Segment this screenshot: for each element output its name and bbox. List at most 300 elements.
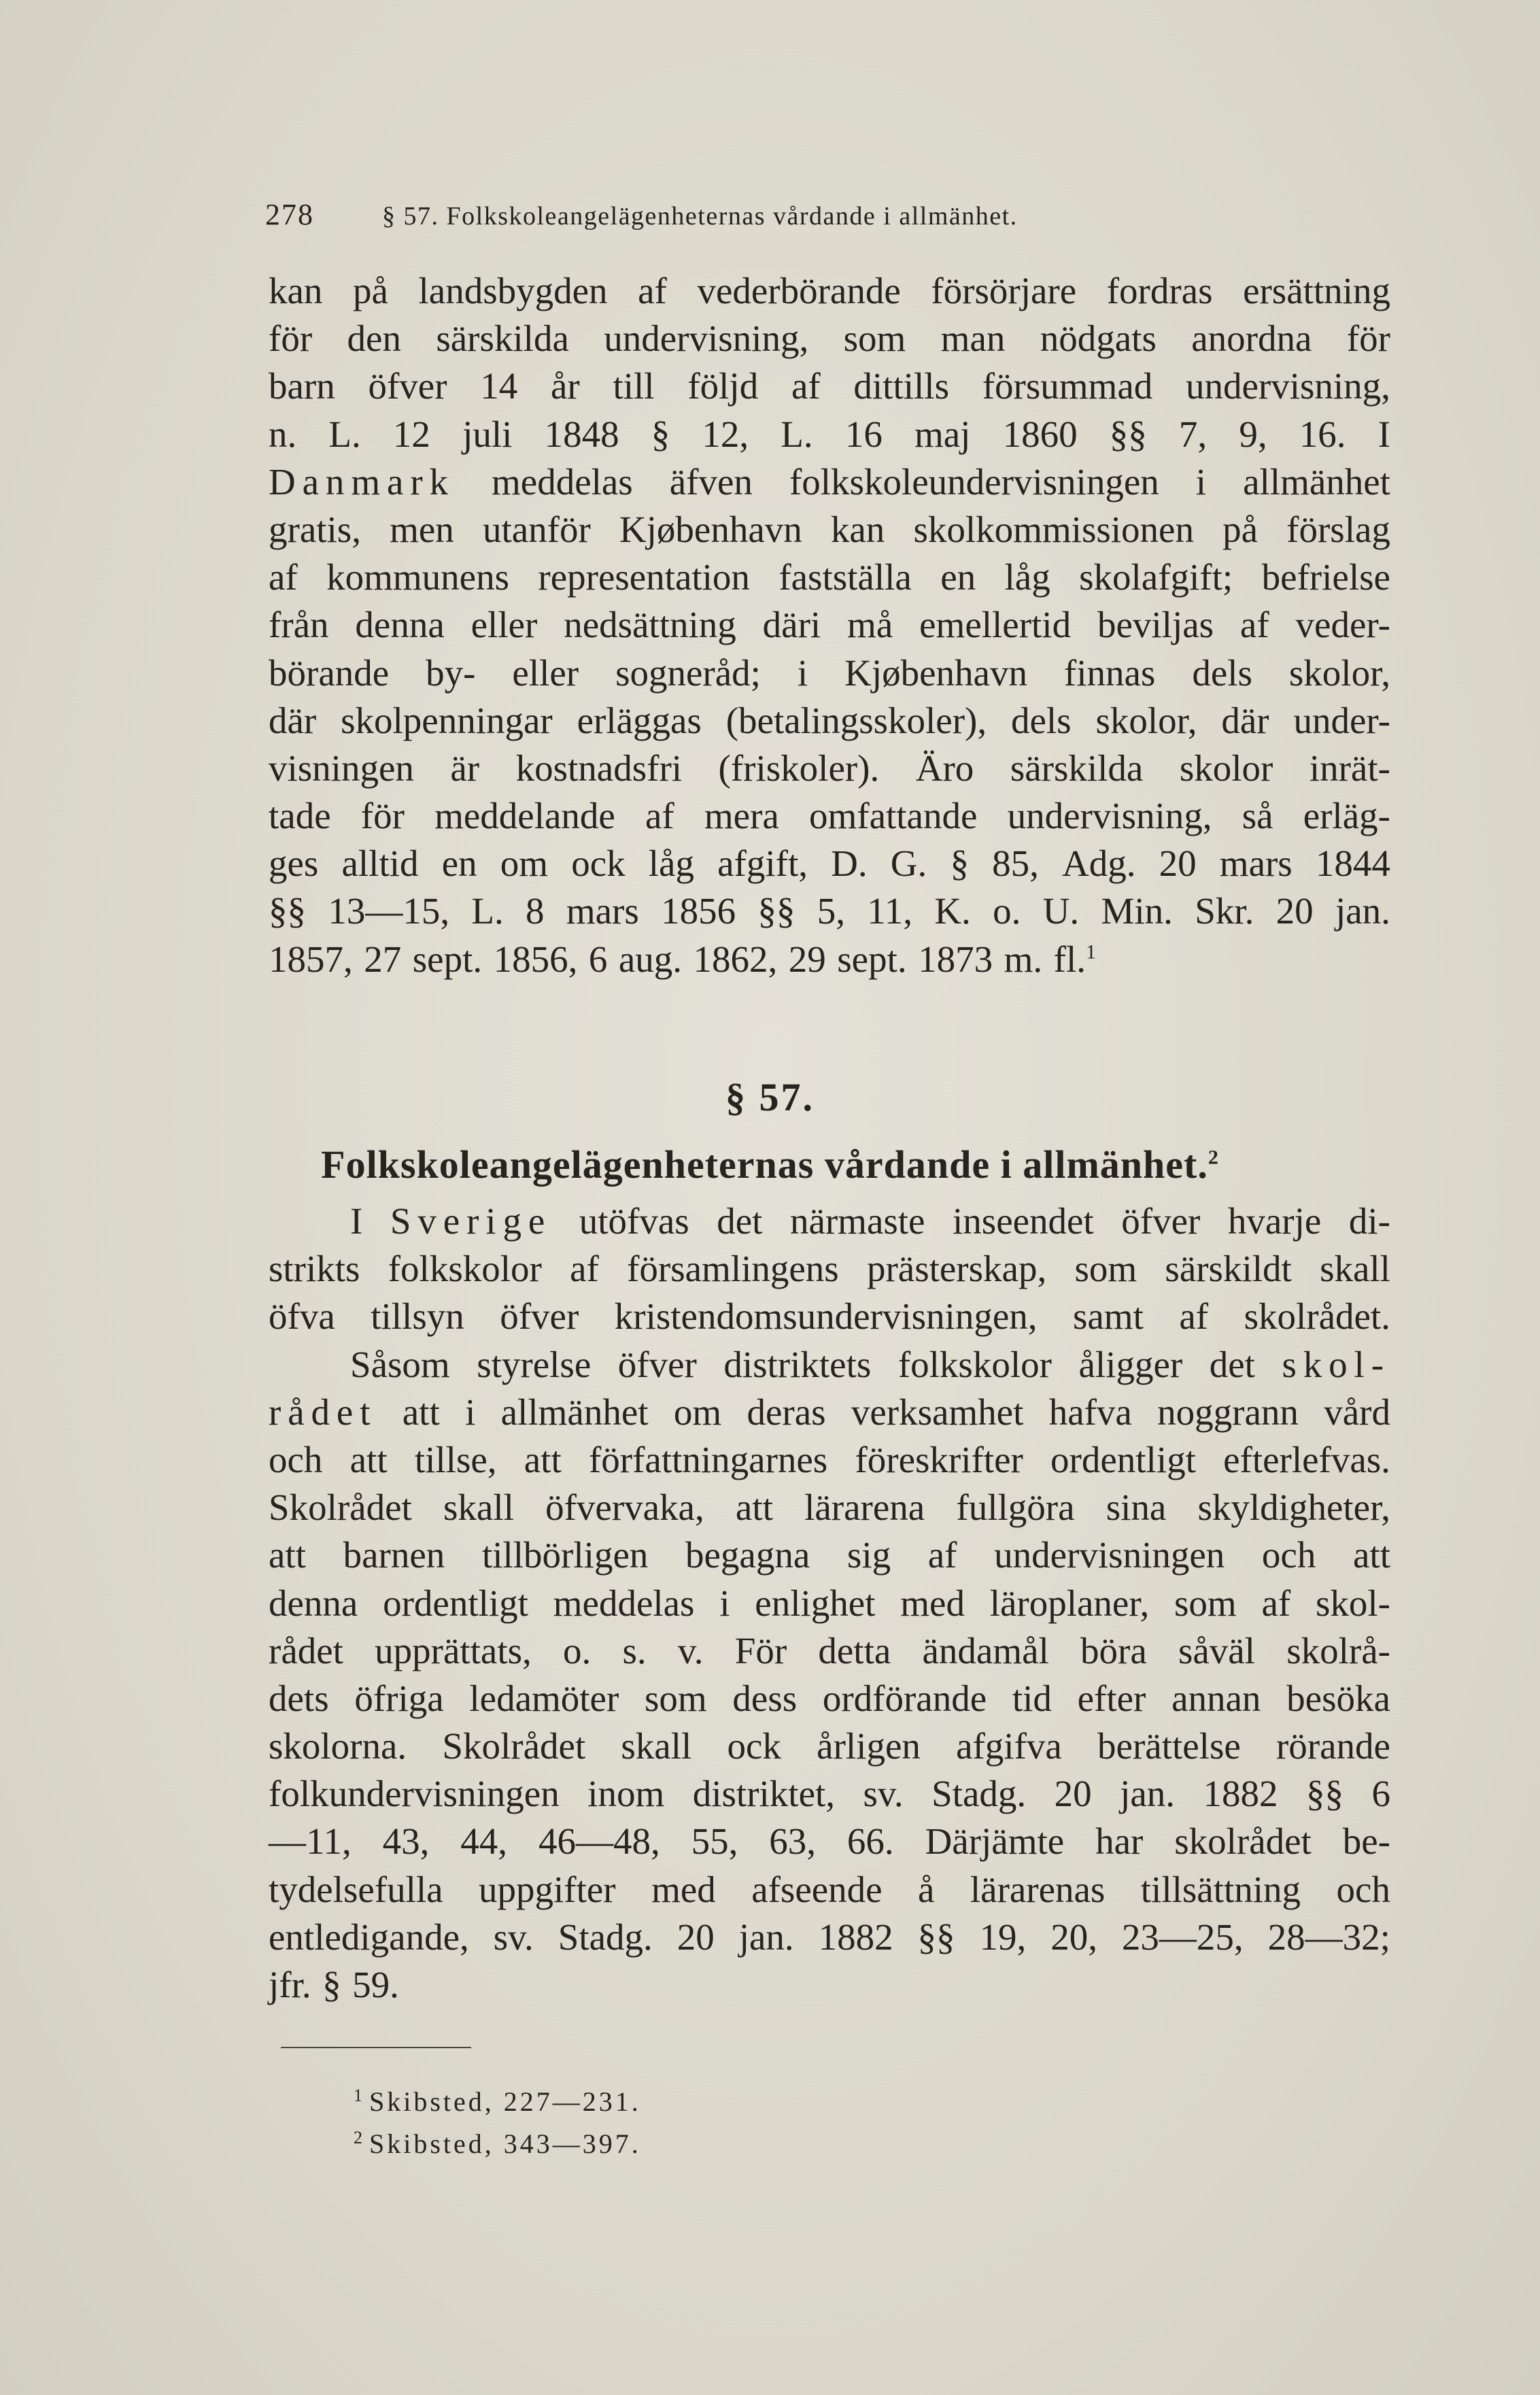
word: såväl: [1178, 1629, 1255, 1671]
word: n.: [269, 413, 297, 455]
running-title: § 57. Folkskoleangelägenheternas vårdande i allmänhet.: [382, 202, 1018, 231]
word: nödgats: [1040, 318, 1157, 360]
word: om: [500, 843, 549, 885]
word: och: [1336, 1868, 1390, 1910]
word: enlighet: [755, 1582, 876, 1624]
word: I: [350, 1200, 363, 1242]
paragraph-danmark: [269, 267, 1390, 983]
word: jfr.: [269, 1964, 311, 2005]
word: tillsättning: [1140, 1868, 1301, 1910]
word: denna: [355, 604, 445, 646]
word: eller: [470, 604, 538, 646]
word: 20: [1054, 1773, 1092, 1815]
word: om: [673, 1391, 722, 1433]
footnote-ref: 2: [1208, 1146, 1219, 1169]
word: (betalingsskoler),: [725, 699, 987, 741]
word: ges: [269, 843, 319, 885]
word: nedsättning: [564, 604, 736, 646]
word: låg: [648, 843, 694, 885]
word: erläggas: [577, 699, 702, 741]
text-line: [269, 458, 1390, 506]
word: 29: [788, 938, 826, 980]
word: Såsom: [350, 1343, 450, 1385]
text-line: [269, 1866, 1390, 1914]
word: prästerskap,: [866, 1248, 1047, 1290]
word: skolor,: [1095, 699, 1197, 741]
word: att: [402, 1391, 440, 1433]
word: tillsyn: [371, 1295, 464, 1338]
section-title-text: Folkskoleangelägenheternas vårdande i allmänhet.: [321, 1142, 1208, 1187]
word: som: [1174, 1582, 1237, 1624]
word: G.: [890, 843, 927, 885]
word: 23—25,: [1121, 1916, 1244, 1958]
word: har: [1095, 1820, 1144, 1863]
word: di-: [1348, 1200, 1390, 1242]
word: efterlefvas.: [1223, 1438, 1390, 1480]
word: tillbörligen: [481, 1534, 649, 1576]
word: ordförande: [822, 1677, 987, 1719]
word: fullgöra: [956, 1487, 1075, 1529]
text-line: [269, 267, 1390, 315]
word: skolor,: [1288, 651, 1390, 694]
word: skall: [443, 1487, 514, 1529]
word: 11,: [867, 890, 912, 932]
word: med: [900, 1582, 965, 1624]
word: entledigande,: [269, 1916, 469, 1958]
word: distriktets: [723, 1343, 872, 1385]
word: af: [1261, 1582, 1291, 1624]
word: af: [1239, 604, 1269, 646]
word: ersättning: [1243, 270, 1390, 311]
text-line: [269, 792, 1390, 840]
footnote-mark: 2: [354, 2127, 362, 2147]
word: 1848: [544, 413, 619, 455]
text-line: [269, 1961, 1390, 2009]
word: (friskoler).: [718, 747, 880, 789]
word: närmaste: [789, 1200, 925, 1242]
text-line: [269, 1675, 1390, 1722]
word: v.: [677, 1629, 704, 1671]
text-line: [269, 1627, 1390, 1675]
word: verksamhet: [851, 1391, 1024, 1433]
word: efter: [1077, 1677, 1146, 1719]
word: öfver: [617, 1343, 697, 1385]
word: skolorna.: [269, 1725, 407, 1767]
text-line: [269, 1914, 1390, 1961]
word: af: [645, 795, 674, 837]
word: 66.: [846, 1820, 894, 1863]
word: öfver: [368, 365, 447, 407]
word: ock: [727, 1725, 781, 1767]
word: afgift,: [717, 843, 808, 885]
word: §§: [1109, 413, 1147, 455]
word: alltid: [341, 843, 419, 885]
word: §§: [757, 890, 795, 932]
word: §: [651, 413, 670, 455]
word: 59.: [352, 1964, 399, 2005]
word: på: [1222, 508, 1259, 550]
word: läroplaner,: [989, 1582, 1150, 1624]
word: eller: [512, 651, 579, 694]
word: 8: [526, 890, 545, 932]
word: hvarje: [1227, 1200, 1322, 1242]
word: sept.: [412, 938, 483, 980]
word: sina: [1106, 1487, 1167, 1529]
word: detta: [818, 1629, 891, 1671]
word: den: [347, 318, 401, 360]
text-line: [269, 1341, 1390, 1389]
word: låg: [1004, 556, 1050, 598]
word: annan: [1171, 1677, 1261, 1719]
word: erläg-: [1303, 795, 1390, 837]
word: rörande: [1276, 1725, 1390, 1767]
text-line: [269, 1722, 1390, 1770]
word: skolrå-: [1286, 1629, 1390, 1671]
word: särskildt: [1165, 1248, 1292, 1290]
word: styrelse: [477, 1343, 592, 1385]
word: befrielse: [1261, 556, 1390, 598]
word: deras: [747, 1391, 826, 1433]
text-line: [269, 1389, 1390, 1436]
word: sv.: [863, 1773, 904, 1815]
word: beviljas: [1097, 604, 1214, 646]
word: så: [1242, 795, 1273, 837]
word: Skolrådet: [269, 1487, 412, 1529]
word: föreskrifter: [855, 1438, 1023, 1480]
word: Kjøbenhavn: [844, 651, 1027, 694]
word: L.: [328, 413, 361, 455]
word: för: [269, 318, 313, 360]
word: i: [797, 651, 808, 694]
word: noggrann: [1157, 1391, 1299, 1433]
text-line: [269, 1580, 1390, 1627]
word: rådet: [269, 1629, 343, 1671]
text-line: [269, 1198, 1390, 1245]
word: särskilda: [436, 318, 569, 360]
word: s.: [622, 1629, 647, 1671]
word: 43,: [382, 1820, 430, 1863]
word: dels: [1010, 699, 1072, 741]
footnotes: [354, 2081, 641, 2165]
footnote-1: [354, 2081, 641, 2123]
word: dittills: [853, 365, 949, 407]
word: Äro: [915, 747, 974, 789]
word: 28—32;: [1267, 1916, 1390, 1958]
word: representation: [538, 556, 750, 598]
word: 55,: [691, 1820, 738, 1863]
word: där: [269, 699, 317, 741]
word: sept.: [837, 938, 907, 980]
word: för: [360, 795, 405, 837]
word: omfattande: [808, 795, 978, 837]
word: denna: [269, 1582, 358, 1624]
word: skol-: [1282, 1343, 1390, 1385]
word: Adg.: [1062, 843, 1136, 885]
section-title: [0, 1138, 1540, 1192]
word: att: [524, 1438, 562, 1480]
word: §: [322, 1964, 341, 2005]
word: maj: [914, 413, 971, 455]
word: För: [734, 1629, 787, 1671]
word: meddelas: [553, 1582, 695, 1624]
text-line: [269, 1770, 1390, 1818]
word: med: [651, 1868, 716, 1910]
word: Sverige: [390, 1200, 552, 1242]
word: Skolrådet: [442, 1725, 586, 1767]
word: församlingens: [627, 1248, 839, 1290]
word: 20,: [1050, 1916, 1097, 1958]
word: undervisning,: [1007, 795, 1212, 837]
word: en: [940, 556, 976, 598]
text-line: [269, 315, 1390, 362]
word: 12: [392, 413, 430, 455]
word: 1857,: [269, 938, 353, 980]
word: skolrådet.: [1244, 1295, 1390, 1338]
word: veder-: [1295, 604, 1390, 646]
word: skol-: [1315, 1582, 1390, 1624]
word: D.: [831, 843, 868, 885]
word: af: [269, 556, 298, 598]
word: under-: [1293, 699, 1390, 741]
word: begagna: [685, 1534, 810, 1576]
word: o.: [993, 890, 1021, 932]
word: 9,: [1239, 413, 1267, 455]
word: i: [719, 1582, 730, 1624]
text-line: [269, 1293, 1390, 1340]
word: I: [1378, 413, 1390, 455]
word: mars: [1219, 843, 1293, 885]
word: 19,: [979, 1916, 1027, 1958]
word: undervisningen: [994, 1534, 1225, 1576]
word: folkskolor: [388, 1248, 542, 1290]
page-number: 278: [265, 198, 314, 231]
word: meddelande: [434, 795, 615, 837]
word: inseendet: [953, 1200, 1094, 1242]
word: 1882: [1203, 1773, 1278, 1815]
word: 16: [844, 413, 883, 455]
text-line: [269, 1818, 1390, 1865]
word: skolrådet: [1174, 1820, 1312, 1863]
word: gratis,: [269, 508, 361, 550]
word: är: [450, 747, 480, 789]
word: sig: [846, 1534, 891, 1576]
word: 1882: [818, 1916, 893, 1958]
word: landsbygden: [418, 270, 608, 311]
word: ledamöter: [469, 1677, 619, 1719]
word: Kjøbenhavn: [619, 508, 802, 550]
word: men: [390, 508, 454, 550]
word: tydelsefulla: [269, 1868, 443, 1910]
word: äfven: [669, 460, 753, 503]
word: att: [349, 1438, 388, 1480]
word: en: [441, 843, 477, 885]
word: 5,: [817, 890, 845, 932]
word: 46—48,: [538, 1820, 660, 1863]
text-line: [269, 1245, 1390, 1293]
paragraph-lines: [269, 1436, 1390, 1961]
word: och: [269, 1438, 323, 1480]
word: skall: [1320, 1248, 1390, 1290]
word: där: [1221, 699, 1269, 741]
word: må: [847, 604, 893, 646]
word: öfver: [500, 1295, 579, 1338]
word: från: [269, 604, 329, 646]
word: kan: [830, 508, 885, 550]
word: tillse,: [414, 1438, 497, 1480]
word: tid: [1012, 1677, 1052, 1719]
word: be-: [1342, 1820, 1390, 1863]
word: af: [570, 1248, 599, 1290]
word: å: [918, 1868, 935, 1910]
text-line: [269, 745, 1390, 792]
word: 6: [588, 938, 608, 980]
word: det: [717, 1200, 763, 1242]
page-header: [265, 197, 1285, 238]
word: och: [1261, 1534, 1316, 1576]
word: Därjämte: [925, 1820, 1065, 1863]
word: af: [927, 1534, 957, 1576]
word: försummad: [982, 365, 1153, 407]
word: författningarnes: [588, 1438, 828, 1480]
word: by-: [426, 651, 476, 694]
word: o.: [563, 1629, 592, 1671]
word: anordna: [1191, 318, 1312, 360]
word: Min.: [1101, 890, 1173, 932]
word: Danmark: [269, 460, 455, 503]
word: vederbörande: [697, 270, 901, 311]
word: på: [353, 270, 388, 311]
word: finnas: [1063, 651, 1156, 694]
word: rådet: [269, 1391, 377, 1433]
word: —11,: [269, 1820, 352, 1863]
footnote-text: Skibsted, 343—397.: [369, 2128, 641, 2159]
word: 6: [1371, 1773, 1390, 1815]
word: tade: [269, 795, 331, 837]
word: fastställa: [778, 556, 912, 598]
word: K.: [934, 890, 971, 932]
word: allmänhet: [500, 1391, 649, 1433]
word: att: [269, 1534, 306, 1576]
footnote-mark: 1: [354, 2085, 362, 2105]
word: ock: [571, 843, 626, 885]
word: jan.: [1120, 1773, 1176, 1815]
word: 20: [1276, 890, 1314, 932]
word: ordentligt: [383, 1582, 528, 1624]
text-line: [269, 362, 1390, 410]
word: visningen: [269, 747, 414, 789]
word: skolkommissionen: [913, 508, 1194, 550]
word: skolpenningar: [341, 699, 553, 741]
word: åligger: [1078, 1343, 1183, 1385]
word: skall: [621, 1725, 692, 1767]
word: folkskoleundervisningen: [789, 460, 1159, 503]
word: §: [950, 843, 969, 885]
word: öfva: [269, 1295, 335, 1338]
word: öfvervaka,: [545, 1487, 704, 1529]
word: som: [843, 318, 906, 360]
word: skolor: [1179, 747, 1273, 789]
word: folkskolor: [897, 1343, 1052, 1385]
word: upprättats,: [375, 1629, 532, 1671]
word: berättelse: [1097, 1725, 1241, 1767]
paragraph-lines: [269, 1245, 1390, 1340]
text-line: [269, 1531, 1390, 1579]
word: barn: [269, 365, 335, 407]
word: distriktet,: [692, 1773, 836, 1815]
word: 13—15,: [328, 890, 450, 932]
text-line: [269, 936, 1390, 983]
word: man: [940, 318, 1006, 360]
word: 44,: [460, 1820, 508, 1863]
text-line: [269, 411, 1390, 458]
word: 85,: [992, 843, 1039, 885]
word: kristendomsundervisningen,: [614, 1295, 1038, 1338]
word: i: [465, 1391, 476, 1433]
word: 1860: [1002, 413, 1078, 455]
word: lärarena: [804, 1487, 925, 1529]
word: uppgifter: [479, 1868, 616, 1910]
footnote-2: [354, 2123, 641, 2165]
word: L.: [781, 413, 813, 455]
word: för: [1346, 318, 1390, 360]
word: mars: [566, 890, 639, 932]
text-line: [269, 1436, 1390, 1484]
word: 20: [1159, 843, 1197, 885]
word: som: [645, 1677, 707, 1719]
word: afseende: [751, 1868, 883, 1910]
word: 1856,: [493, 938, 578, 980]
word: vård: [1324, 1391, 1390, 1433]
text-line: [269, 887, 1390, 935]
word: år: [550, 365, 580, 407]
word: följd: [687, 365, 759, 407]
word: §§: [1306, 1773, 1344, 1815]
word: öfriga: [354, 1677, 444, 1719]
word: i: [1195, 460, 1207, 503]
text-line: [269, 1484, 1390, 1531]
word: meddelas: [492, 460, 633, 503]
footnote-divider: [281, 2047, 471, 2048]
word: Skr.: [1195, 890, 1254, 932]
word: strikts: [269, 1248, 360, 1290]
word: 1873: [918, 938, 993, 980]
word: kommunens: [326, 556, 510, 598]
word: skyldigheter,: [1197, 1487, 1390, 1529]
word: 14: [480, 365, 518, 407]
word: folkundervisningen: [269, 1773, 560, 1815]
word: sv.: [493, 1916, 534, 1958]
word: L.: [471, 890, 504, 932]
word: undervisning,: [604, 318, 809, 360]
word: 63,: [769, 1820, 816, 1863]
word: dess: [732, 1677, 798, 1719]
word: öfver: [1121, 1200, 1201, 1242]
word: sogneråd;: [615, 651, 761, 694]
word: samt: [1072, 1295, 1144, 1338]
word: 12,: [702, 413, 749, 455]
word: emellertid: [919, 604, 1072, 646]
word: utöfvas: [579, 1200, 689, 1242]
word: §§: [269, 890, 306, 932]
word: §§: [917, 1916, 955, 1958]
footnote-ref: 1: [1086, 940, 1097, 964]
word: skolafgift;: [1079, 556, 1233, 598]
word: afgifva: [956, 1725, 1062, 1767]
word: 1862,: [693, 938, 778, 980]
word: försörjare: [931, 270, 1077, 311]
word: 27: [364, 938, 402, 980]
word: kostnadsfri: [515, 747, 683, 789]
